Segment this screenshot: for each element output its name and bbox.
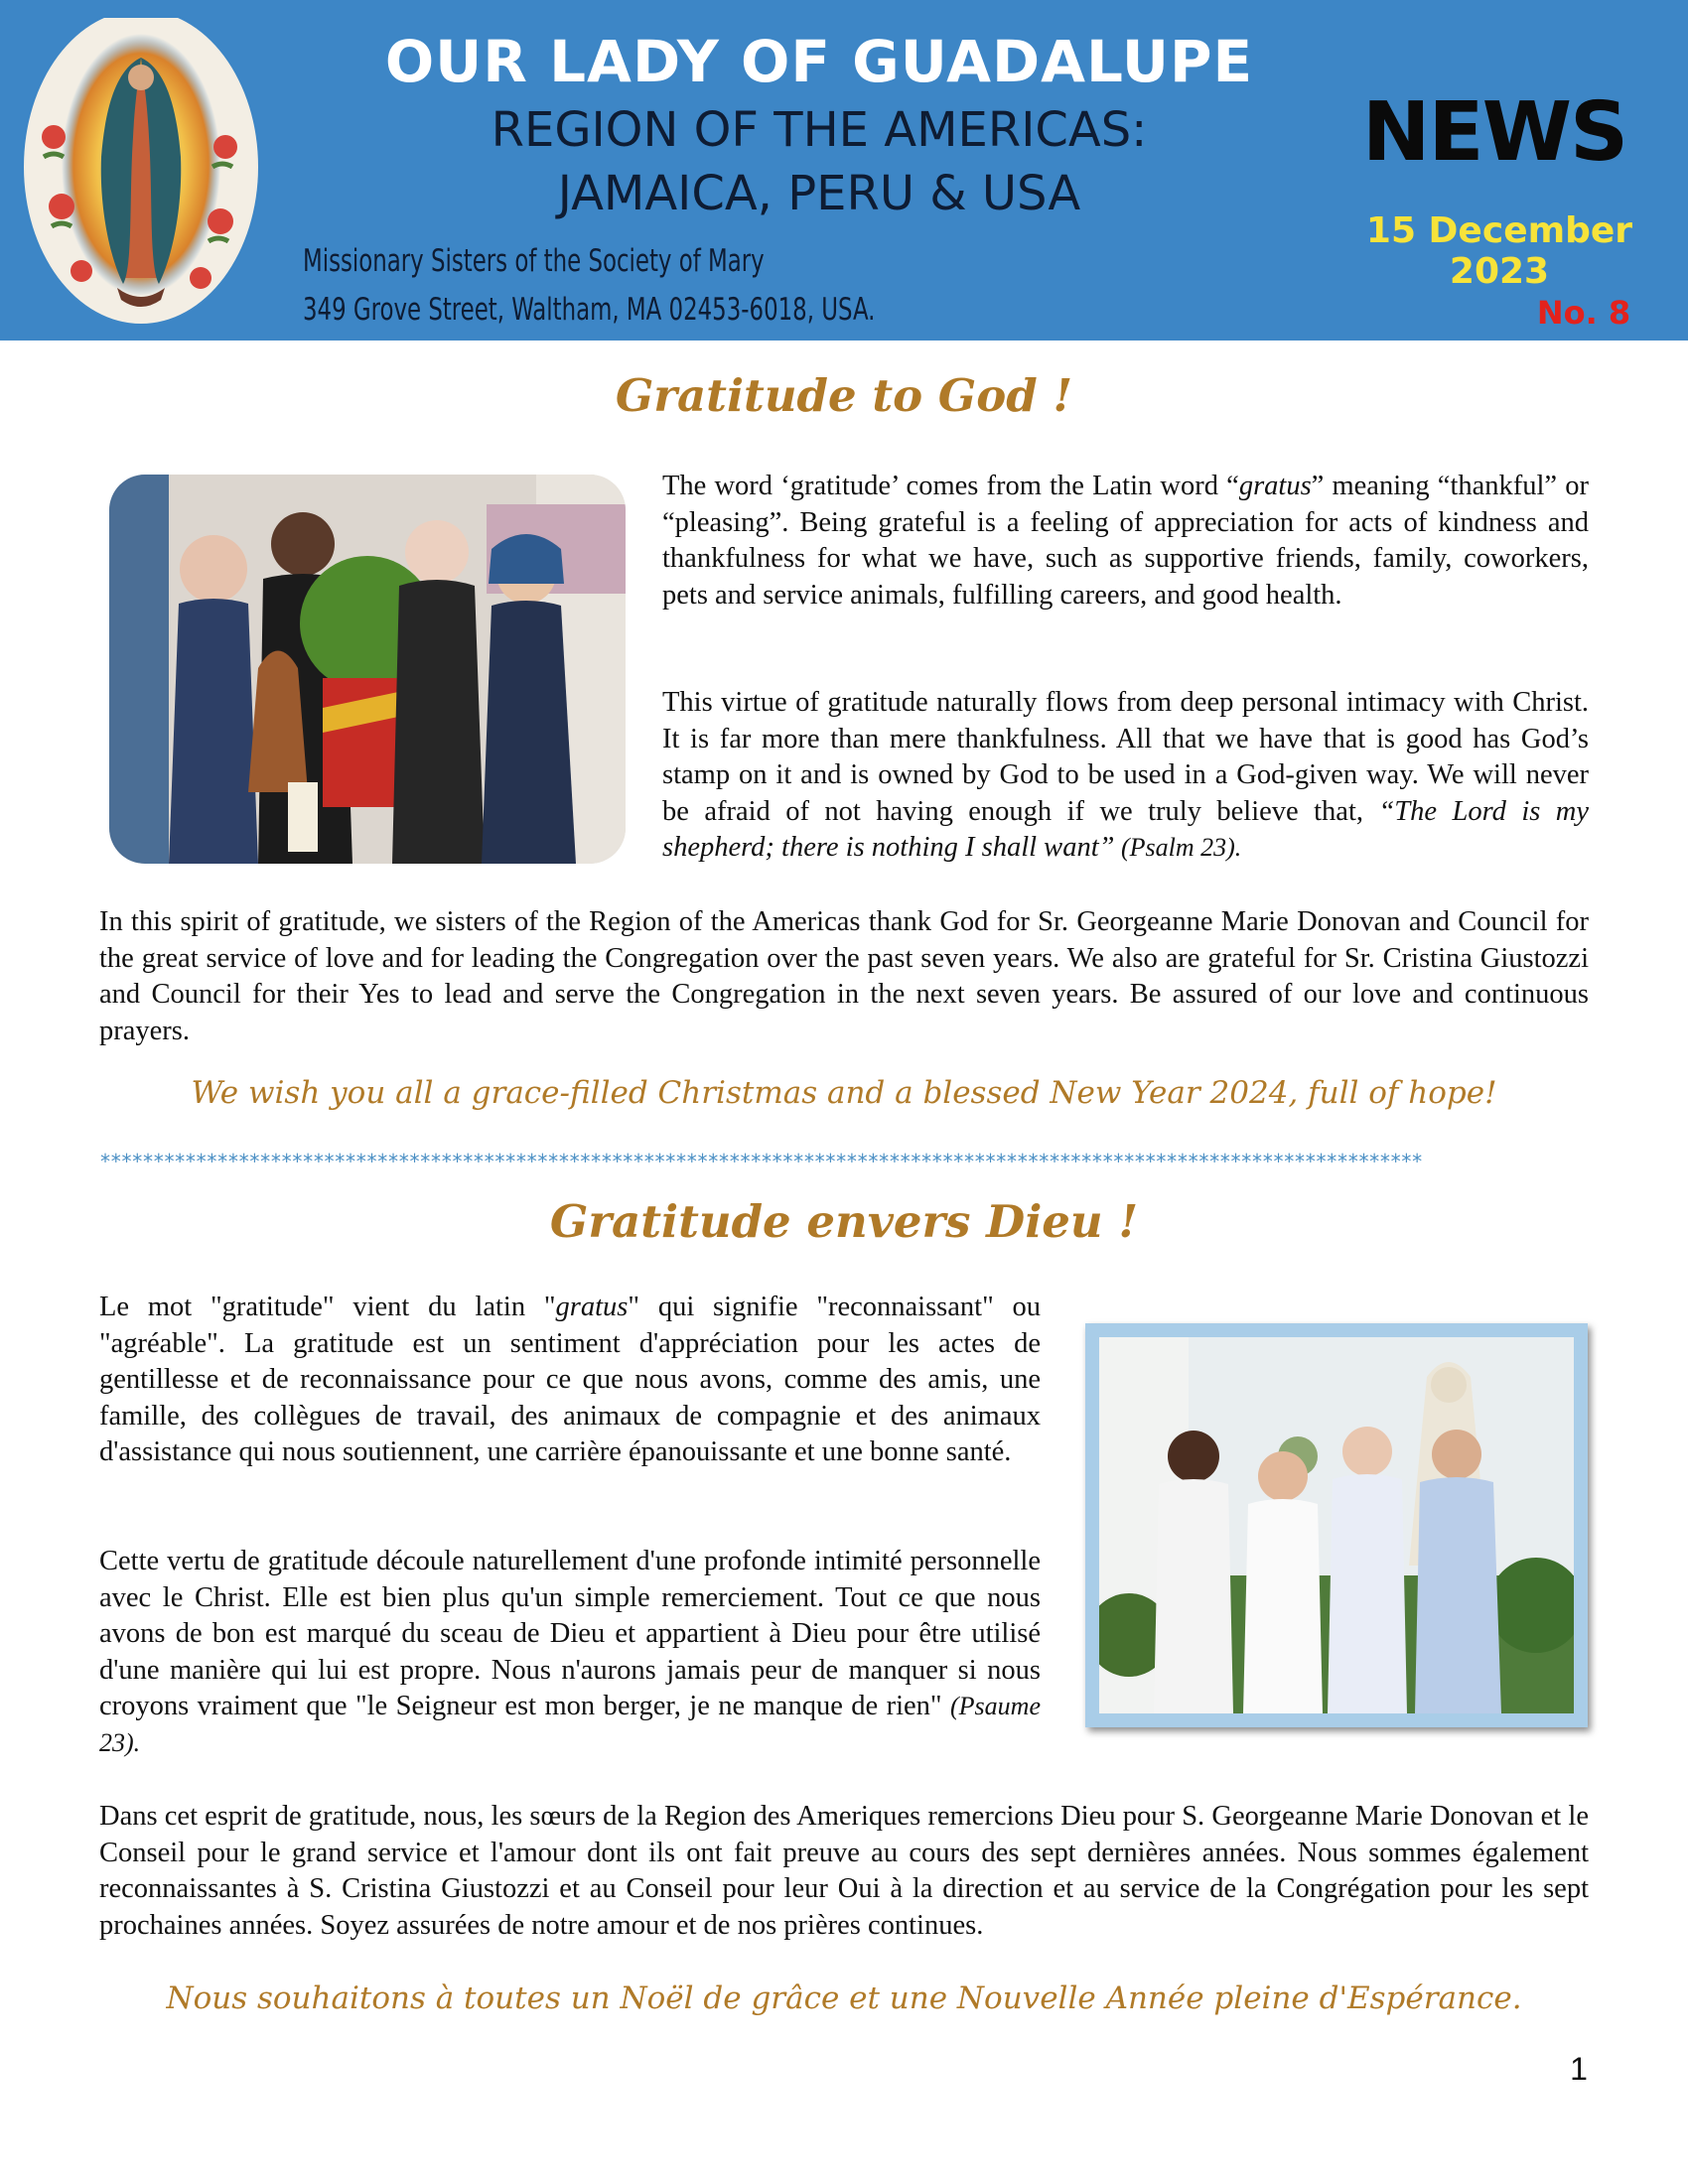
newsletter-title: OUR LADY OF GUADALUPE [384,28,1254,95]
region-subtitle: REGION OF THE AMERICAS: [491,102,1148,158]
french-christmas-wish: Nous souhaitons à toutes un Noël de grâce et une Nouvelle Année pleine d'Espérance. [166,1980,1522,2016]
issue-date: 15 December 2023 [1365,210,1633,292]
organization-address: 349 Grove Street, Waltham, MA 02453-6018, USA. [303,292,876,328]
french-paragraph-3: Dans cet esprit de gratitude, nous, les sœurs de la Region des Ameriques remercions Dieu pour S. Georgeanne Marie Donovan et le Conseil pour le grand service et l'amour dont ils ont fait preuve au cours des sept dernières années. Nous sommes également reconnaissantes à S. Cristina Giustozzi et au Conseil pour leur Oui à la direction et au service de la Congrégation pour les sept prochaines années. Soyez assurées de notre amour et de nos prières continues. [99,1801,1589,1941]
issue-number: No. 8 [1536,294,1631,332]
countries-subtitle: JAMAICA, PERU & USA [557,166,1081,221]
news-label: NEWS [1361,85,1627,180]
page-number: 1 [1570,2051,1588,2087]
sisters-garden-photo-frame [1085,1323,1588,1727]
section-separator: **************************************************************************************************************************** [99,1152,1422,1171]
english-christmas-wish: We wish you all a grace-filled Christmas and a blessed New Year 2024, full of hope! [191,1075,1497,1111]
newsletter-header [0,0,1688,341]
english-paragraph-3: In this spirit of gratitude, we sisters of the Region of the Americas thank God for Sr. Georgeanne Marie Donovan and Council for the great service of love and for leading the Congregation over the past seven years. We also are grateful for Sr. Cristina Giustozzi and Council for their Yes to lead and serve the Congregation in the next seven years. Be assured of our love and continuous prayers. [99,906,1589,1046]
french-section-title: Gratitude envers Dieu ! [549,1195,1139,1248]
sisters-garden-photo [1099,1337,1574,1713]
french-paragraph-2: Cette vertu de gratitude découle naturellement d'une profonde intimité personnelle avec le Christ. Elle est bien plus qu'un simple remerciement. Tout ce que nous avons de bon est marqué du sceau de Dieu et appartient à Dieu pour être utilisé d'une manière qui lui est propre. Nous n'aurons jamais peur de manquer si nous croyons vraiment que "le Seigneur est mon berger, je ne manque de rien" (Psaume 23). [99,1546,1041,1757]
english-paragraph-1: The word ‘gratitude’ comes from the Latin word “gratus” meaning “thankful” or “pleasing”. Being grateful is a feeling of appreciation for acts of kindness and thankfulness for what we have, such as supportive friends, family, coworkers, pets and service animals, fulfilling careers, and good health. [662,471,1589,611]
organization-name: Missionary Sisters of the Society of Mary [303,243,765,279]
french-paragraph-1: Le mot "gratitude" vient du latin "gratus" qui signifie "reconnaissant" ou "agréable". La gratitude est un sentiment d'appréciation pour les actes de gentillesse et de reconnaissance pour ce que nous avons, comme des amis, une famille, des collègues de travail, des animaux de compagnie et des animaux d'assistance qui nous soutiennent, une carrière épanouissante et une bonne santé. [99,1292,1041,1468]
english-section-title: Gratitude to God ! [615,369,1073,422]
sisters-group-photo [109,475,626,864]
english-paragraph-2: This virtue of gratitude naturally flows from deep personal intimacy with Christ. It is far more than mere thankfulness. All that we have that is good has God’s stamp on it and is owned by God to be used in a God-given way. We will never be afraid of not having enough if we truly believe that, “The Lord is my shepherd; there is nothing I shall want” (Psalm 23). [662,687,1590,864]
our-lady-of-guadalupe-image [22,18,260,336]
